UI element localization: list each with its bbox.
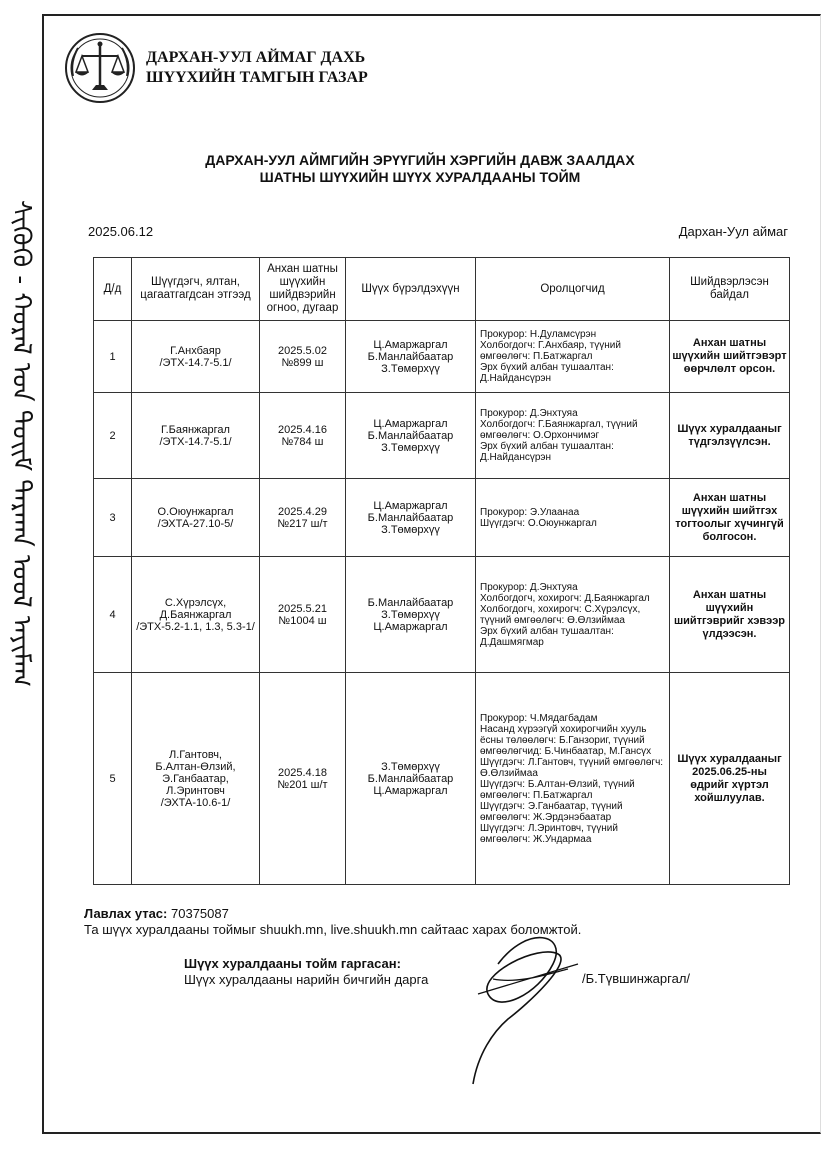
- cell-panel: [346, 393, 476, 479]
- cell-participants-line: Холбогдогч: Г.Анхбаяр, түүний өмгөөлөгч: П.Батжаргал: [480, 340, 621, 362]
- cell-participants-line: Эрх бүхий албан тушаалтан: Д.Найдансүрэн: [480, 362, 614, 384]
- cell-defendant-line: Л.Гантовч,: [169, 748, 222, 761]
- cell-result-line: Шүүх хуралдааныг 2025.06.25-ны өдрийг хүртэл хойшлуулав.: [677, 752, 782, 804]
- cell-decision-date: [260, 321, 346, 393]
- org-line-2: ШҮҮХИЙН ТАМГЫН ГАЗАР: [146, 69, 368, 86]
- cell-defendant-line: Л.Эринтовч: [166, 784, 225, 797]
- cell-decision-date-line: №1004 ш: [278, 614, 327, 627]
- cell-participants-line: Прокурор: Э.Улаанаа: [480, 506, 580, 518]
- cell-defendant: [132, 673, 260, 885]
- cell-participants-line: Холбогдогч: Г.Баянжаргал, түүний өмгөөлөгч: О.Орхончимэг: [480, 419, 638, 441]
- header-defendant: Шүүгдэгч, ялтан, цагаатгагдсан этгээд: [132, 258, 260, 321]
- cell-participants-line: Шүүгдэгч: Л.Эринтовч, түүний өмгөөлөгч: Ж.Ундармаа: [480, 822, 618, 845]
- cell-participants-line: Прокурор: Н.Дуламсүрэн: [480, 329, 597, 340]
- cell-no: 5: [94, 673, 132, 885]
- cell-participants: [476, 673, 670, 885]
- cell-result: [670, 393, 790, 479]
- cell-panel-line: Б.Манлайбаатар: [367, 429, 454, 442]
- cell-participants-line: Холбогдогч, хохирогч: С.Хүрэлсүх, түүний өмгөөлөгч: Ө.Өлзиймаа: [480, 603, 641, 626]
- cell-panel-line: Ц.Амаржаргал: [373, 417, 448, 430]
- cell-participants-line: Шүүгдэгч: Л.Гантовч, түүний өмгөөлөгч: Ө.Өлзиймаа: [480, 756, 664, 779]
- cell-no: 3: [94, 479, 132, 557]
- mongolian-text: ᠰᠢᠭᠦᠬᠦ - ᠬᠤᠷᠠᠯ ᠤᠨ ᠲᠣᠢᠮ ᠳᠠᠷᠬᠠᠨ ᠤᠤᠯ ᠠᠶᠢᠮᠠᠭ: [6, 200, 36, 688]
- cell-defendant: [132, 479, 260, 557]
- cell-panel-line: З.Төмөрхүү: [381, 760, 440, 773]
- cell-result-line: Анхан шатны шүүхийн шийтгэвэрт өөрчлөлт орсон.: [672, 337, 787, 375]
- prepared-label: Шүүх хуралдааны тойм гаргасан:: [184, 956, 401, 971]
- cell-defendant-line: /ЭТХ-5.2-1.1, 1.3, 5.3-1/: [136, 620, 255, 633]
- title-line-1: ДАРХАН-УУЛ АЙМГИЙН ЭРҮҮГИЙН ХЭРГИЙН ДАВЖ ЗААЛДАХ: [205, 152, 635, 168]
- table-row: [94, 673, 790, 885]
- cell-panel-line: Б.Манлайбаатар: [367, 350, 454, 363]
- header-panel: Шүүх бүрэлдэхүүн: [346, 258, 476, 321]
- table-row: [94, 321, 790, 393]
- cell-decision-date-line: №784 ш: [281, 435, 324, 448]
- cell-participants: [476, 479, 670, 557]
- cell-participants-line: Шүүгдэгч: Э.Ганбаатар, түүний өмгөөлөгч: Ж.Эрдэнэбаатар: [480, 800, 623, 823]
- cell-participants-line: Эрх бүхий албан тушаалтан: Д.Найдансүрэн: [480, 441, 614, 463]
- cell-defendant-line: Б.Алтан-Өлзий,: [155, 760, 236, 773]
- cell-decision-date-line: 2025.5.21: [278, 602, 327, 615]
- cell-panel: [346, 673, 476, 885]
- cell-panel-line: З.Төмөрхүү: [381, 441, 440, 454]
- cell-decision-date: [260, 393, 346, 479]
- hearing-table: [93, 257, 790, 885]
- cell-decision-date-line: 2025.4.18: [278, 766, 327, 779]
- table-row: [94, 479, 790, 557]
- footer-note: Та шүүх хуралдааны тоймыг shuukh.mn, live.shuukh.mn сайтаас харах боломжтой.: [84, 922, 582, 937]
- cell-participants: [476, 557, 670, 673]
- cell-participants-line: Прокурор: Ч.Мядагбадам: [480, 712, 598, 724]
- cell-defendant-line: О.Оюунжаргал: [157, 505, 234, 518]
- title-line-2: ШАТНЫ ШҮҮХИЙН ШҮҮХ ХУРАЛДААНЫ ТОЙМ: [259, 169, 581, 185]
- table-row: [94, 557, 790, 673]
- cell-defendant-line: /ЭТХ-14.7-5.1/: [159, 435, 232, 448]
- cell-result: [670, 479, 790, 557]
- cell-panel: [346, 321, 476, 393]
- cell-panel: [346, 557, 476, 673]
- cell-panel-line: Б.Манлайбаатар: [367, 511, 454, 524]
- table-row: [94, 393, 790, 479]
- cell-participants-line: Шүүгдэгч: О.Оюунжаргал: [480, 517, 597, 529]
- cell-result-line: Шүүх хуралдааныг түдгэлзүүлсэн.: [677, 422, 782, 448]
- cell-result-line: Анхан шатны шүүхийн шийтгэврийг хэвээр үлдээсэн.: [673, 588, 786, 640]
- prepared-by: [184, 956, 428, 988]
- cell-defendant-line: Д.Баянжаргал: [159, 608, 232, 621]
- cell-defendant: [132, 393, 260, 479]
- cell-no: 1: [94, 321, 132, 393]
- cell-decision-date-line: 2025.5.02: [278, 344, 327, 357]
- cell-panel-line: Ц.Амаржаргал: [373, 499, 448, 512]
- header-result: Шийдвэрлэсэн байдал: [670, 258, 790, 321]
- organization-name: [146, 48, 368, 88]
- cell-defendant-line: /ЭТХ-14.7-5.1/: [159, 356, 232, 369]
- cell-defendant-line: Г.Анхбаяр: [170, 344, 221, 357]
- header-no: Д/д: [94, 258, 132, 321]
- cell-result: [670, 557, 790, 673]
- cell-decision-date-line: №217 ш/т: [277, 517, 328, 530]
- signer-name: /Б.Түвшинжаргал/: [582, 971, 691, 986]
- cell-participants-line: Эрх бүхий албан тушаалтан: Д.Дашмягмар: [480, 625, 614, 648]
- cell-panel-line: З.Төмөрхүү: [381, 362, 440, 375]
- cell-panel-line: Б.Манлайбаатар: [367, 596, 454, 609]
- cell-defendant-line: Э.Ганбаатар,: [162, 772, 229, 785]
- cell-decision-date: [260, 673, 346, 885]
- cell-defendant-line: С.Хүрэлсүх,: [164, 596, 227, 609]
- cell-panel-line: Ц.Амаржаргал: [373, 784, 448, 797]
- handwritten-signature: [458, 924, 588, 1094]
- cell-participants-line: Шүүгдэгч: Б.Алтан-Өлзий, түүний өмгөөлөгч: П.Батжаргал: [480, 778, 635, 801]
- phone-label: Лавлах утас:: [84, 906, 168, 921]
- mongolian-script-margin: [6, 200, 36, 1140]
- org-line-1: ДАРХАН-УУЛ АЙМАГ ДАХЬ: [146, 49, 366, 66]
- cell-result: [670, 321, 790, 393]
- cell-panel-line: Б.Манлайбаатар: [367, 772, 454, 785]
- cell-defendant-line: /ЭХТА-27.10-5/: [157, 517, 234, 530]
- cell-defendant: [132, 557, 260, 673]
- cell-participants: [476, 393, 670, 479]
- court-emblem-icon: [64, 32, 136, 104]
- cell-participants: [476, 321, 670, 393]
- cell-no: 4: [94, 557, 132, 673]
- cell-panel: [346, 479, 476, 557]
- cell-decision-date-line: №899 ш: [281, 356, 324, 369]
- cell-panel-line: З.Төмөрхүү: [381, 523, 440, 536]
- document-date: 2025.06.12: [88, 224, 154, 239]
- cell-decision-date-line: 2025.4.16: [278, 423, 327, 436]
- cell-result: [670, 673, 790, 885]
- cell-participants-line: Холбогдогч, хохирогч: Д.Баянжаргал: [480, 592, 650, 604]
- cell-no: 2: [94, 393, 132, 479]
- header-decision-date: Анхан шатны шүүхийн шийдвэрийн огноо, дугаар: [260, 258, 346, 321]
- cell-defendant-line: Г.Баянжаргал: [161, 423, 230, 436]
- document-title: [150, 152, 690, 186]
- document-place: Дархан-Уул аймаг: [678, 224, 788, 239]
- cell-participants-line: Прокурор: Д.Энхтуяа: [480, 408, 578, 419]
- prepared-role: Шүүх хуралдааны нарийн бичгийн дарга: [184, 972, 429, 987]
- phone-number: 70375087: [171, 906, 229, 921]
- cell-decision-date-line: 2025.4.29: [278, 505, 327, 518]
- cell-decision-date: [260, 479, 346, 557]
- cell-panel-line: Ц.Амаржаргал: [373, 620, 448, 633]
- cell-participants-line: Насанд хүрээгүй хохирогчийн хууль ёсны төлөөлөгч: Б.Ганзориг, түүний өмгөөлөгчид: Б.Чинбаатар, М.Гансүх: [480, 723, 652, 757]
- cell-panel-line: З.Төмөрхүү: [381, 608, 440, 621]
- cell-result-line: Анхан шатны шүүхийн шийтгэх тогтоолыг хүчингүй болгосон.: [675, 491, 784, 543]
- cell-panel-line: Ц.Амаржаргал: [373, 338, 448, 351]
- cell-participants-line: Прокурор: Д.Энхтуяа: [480, 581, 578, 593]
- cell-defendant-line: /ЭХТА-10.6-1/: [160, 796, 231, 809]
- cell-defendant: [132, 321, 260, 393]
- header-participants: Оролцогчид: [476, 258, 670, 321]
- cell-decision-date-line: №201 ш/т: [277, 778, 328, 791]
- table-header-row: [94, 258, 790, 321]
- cell-decision-date: [260, 557, 346, 673]
